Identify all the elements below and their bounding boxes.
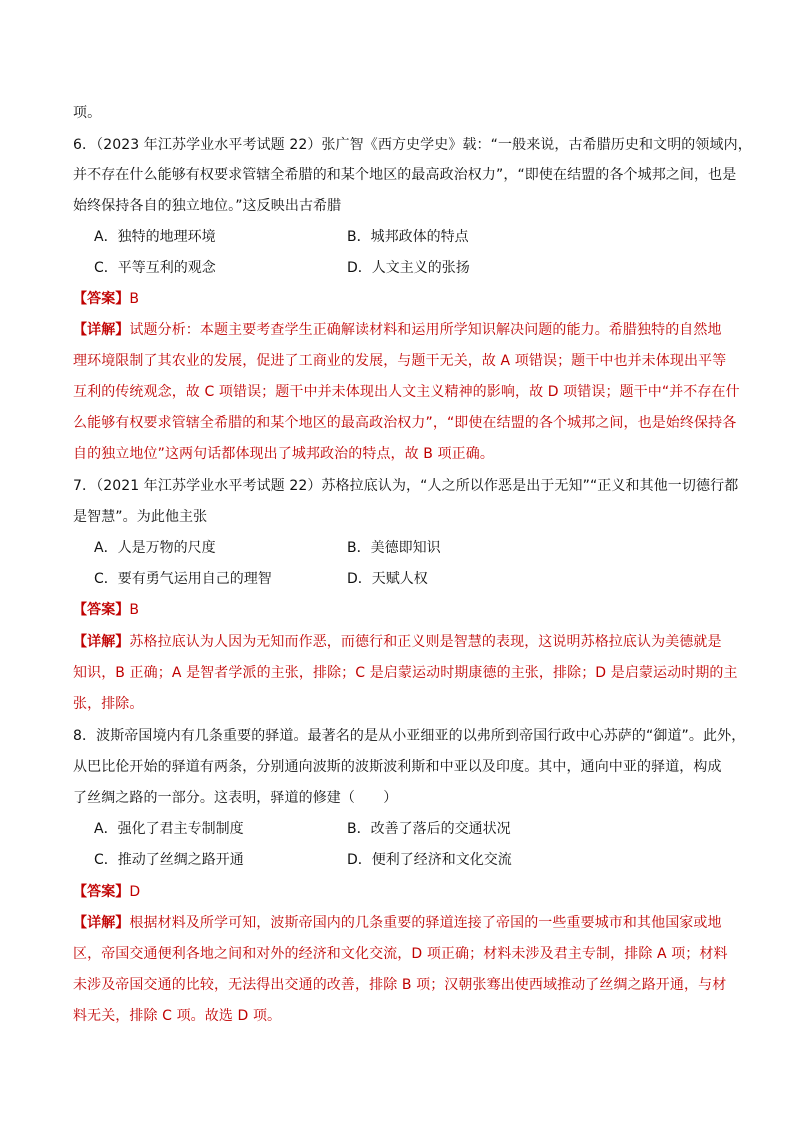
question-6-detail-line: 互利的传统观念，故 C 项错误；题干中并未体现出人文主义精神的影响，故 D 项错误；题干中“并不存在什 <box>73 384 740 400</box>
detail-text: 根据材料及所学可知，波斯帝国内的几条重要的驿道连接了帝国的一些重要城市和其他国家或地 <box>129 915 722 931</box>
question-7-detail-line: 张，排除。 <box>73 696 144 712</box>
question-6-detail-line: 理环境限制了其农业的发展，促进了工商业的发展，与题干无关，故 A 项错误；题干中也并未体现出平等 <box>73 353 727 369</box>
question-7-detail-line: 知识，B 正确；A 是智者学派的主张，排除；C 是启蒙运动时期康德的主张，排除；D 是启蒙运动时期的主 <box>73 665 738 681</box>
question-6-option-d: D．人文主义的张扬 <box>347 260 470 276</box>
detail-text: 试题分析：本题主要考查学生正确解读材料和运用所学知识解决问题的能力。希腊独特的自然地 <box>129 322 722 338</box>
detail-tag: 【详解】 <box>73 915 130 931</box>
question-8-detail-line: 区，帝国交通便利各地之间和对外的经济和文化交流，D 项正确；材料未涉及君主专制，排除 A 项；材料 <box>73 946 728 962</box>
continued-text: 项。 <box>73 105 102 121</box>
detail-tag: 【详解】 <box>73 634 130 650</box>
answer-tag: 【答案】 <box>73 602 130 618</box>
question-6-option-b: B．城邦政体的特点 <box>347 229 469 245</box>
question-7-option-d: D．天赋人权 <box>347 571 428 587</box>
question-6-option-c: C．平等互利的观念 <box>94 260 216 276</box>
question-6-stem-line: 6．（2023 年江苏学业水平考试题 22）张广智《西方史学史》载：“一般来说，古希腊历史和文明的领域内， <box>73 137 752 153</box>
answer-value: B <box>129 602 140 618</box>
question-6-answer <box>73 289 723 309</box>
question-8-stem-line: 了丝绸之路的一部分。这表明，驿道的修建（ ） <box>73 790 398 806</box>
question-7-answer <box>73 600 723 620</box>
question-8-option-b: B．改善了落后的交通状况 <box>347 821 511 837</box>
question-8-stem-line: 8．波斯帝国境内有几条重要的驿道。最著名的是从小亚细亚的以弗所到帝国行政中心苏萨的“御道”。此外， <box>73 728 746 744</box>
question-8-detail-line: 未涉及帝国交通的比较，无法得出交通的改善，排除 B 项；汉朝张骞出使西域推动了丝绸之路开通，与材 <box>73 977 727 993</box>
question-8-option-c: C．推动了丝绸之路开通 <box>94 852 244 868</box>
question-7-option-b: B．美德即知识 <box>347 540 441 556</box>
question-6-detail-line: 自的独立地位”这两句话都体现出了城邦政治的特点，故 B 项正确。 <box>73 446 494 462</box>
question-6-detail-line: 么能够有权要求管辖全希腊的和某个地区的最高政治权力”，“即使在结盟的各个城邦之间，也是始终保持各 <box>73 415 737 431</box>
question-8-answer <box>73 882 723 902</box>
question-8-detail-line <box>73 913 723 933</box>
question-6-stem-line: 并不存在什么能够有权要求管辖全希腊的和某个地区的最高政治权力”，“即使在结盟的各个城邦之间，也是 <box>73 167 737 183</box>
question-7-detail-line <box>73 632 723 652</box>
question-6-detail-line <box>73 320 723 340</box>
question-6-option-a: A．独特的地理环境 <box>94 229 216 245</box>
detail-text: 苏格拉底认为人因为无知而作恶，而德行和正义则是智慧的表现，这说明苏格拉底认为美德就是 <box>129 634 722 650</box>
answer-value: D <box>129 884 141 900</box>
detail-tag: 【详解】 <box>73 322 130 338</box>
answer-tag: 【答案】 <box>73 884 130 900</box>
question-8-option-d: D．便利了经济和文化交流 <box>347 852 512 868</box>
question-8-option-a: A．强化了君主专制制度 <box>94 821 244 837</box>
question-6-stem-line: 始终保持各自的独立地位。”这反映出古希腊 <box>73 198 342 214</box>
question-7-stem-line: 是智慧”。为此他主张 <box>73 509 208 525</box>
question-8-stem-line: 从巴比伦开始的驿道有两条，分别通向波斯的波斯波利斯和中亚以及印度。其中，通向中亚的驿道，构成 <box>73 759 722 775</box>
answer-value: B <box>129 291 140 307</box>
question-8-detail-line: 料无关，排除 C 项。故选 D 项。 <box>73 1008 282 1024</box>
question-7-stem-line: 7．（2021 年江苏学业水平考试题 22）苏格拉底认为，“人之所以作恶是出于无知”“正义和其他一切德行都 <box>73 478 739 494</box>
question-7-option-c: C．要有勇气运用自己的理智 <box>94 571 272 587</box>
question-7-option-a: A．人是万物的尺度 <box>94 540 216 556</box>
answer-tag: 【答案】 <box>73 291 130 307</box>
